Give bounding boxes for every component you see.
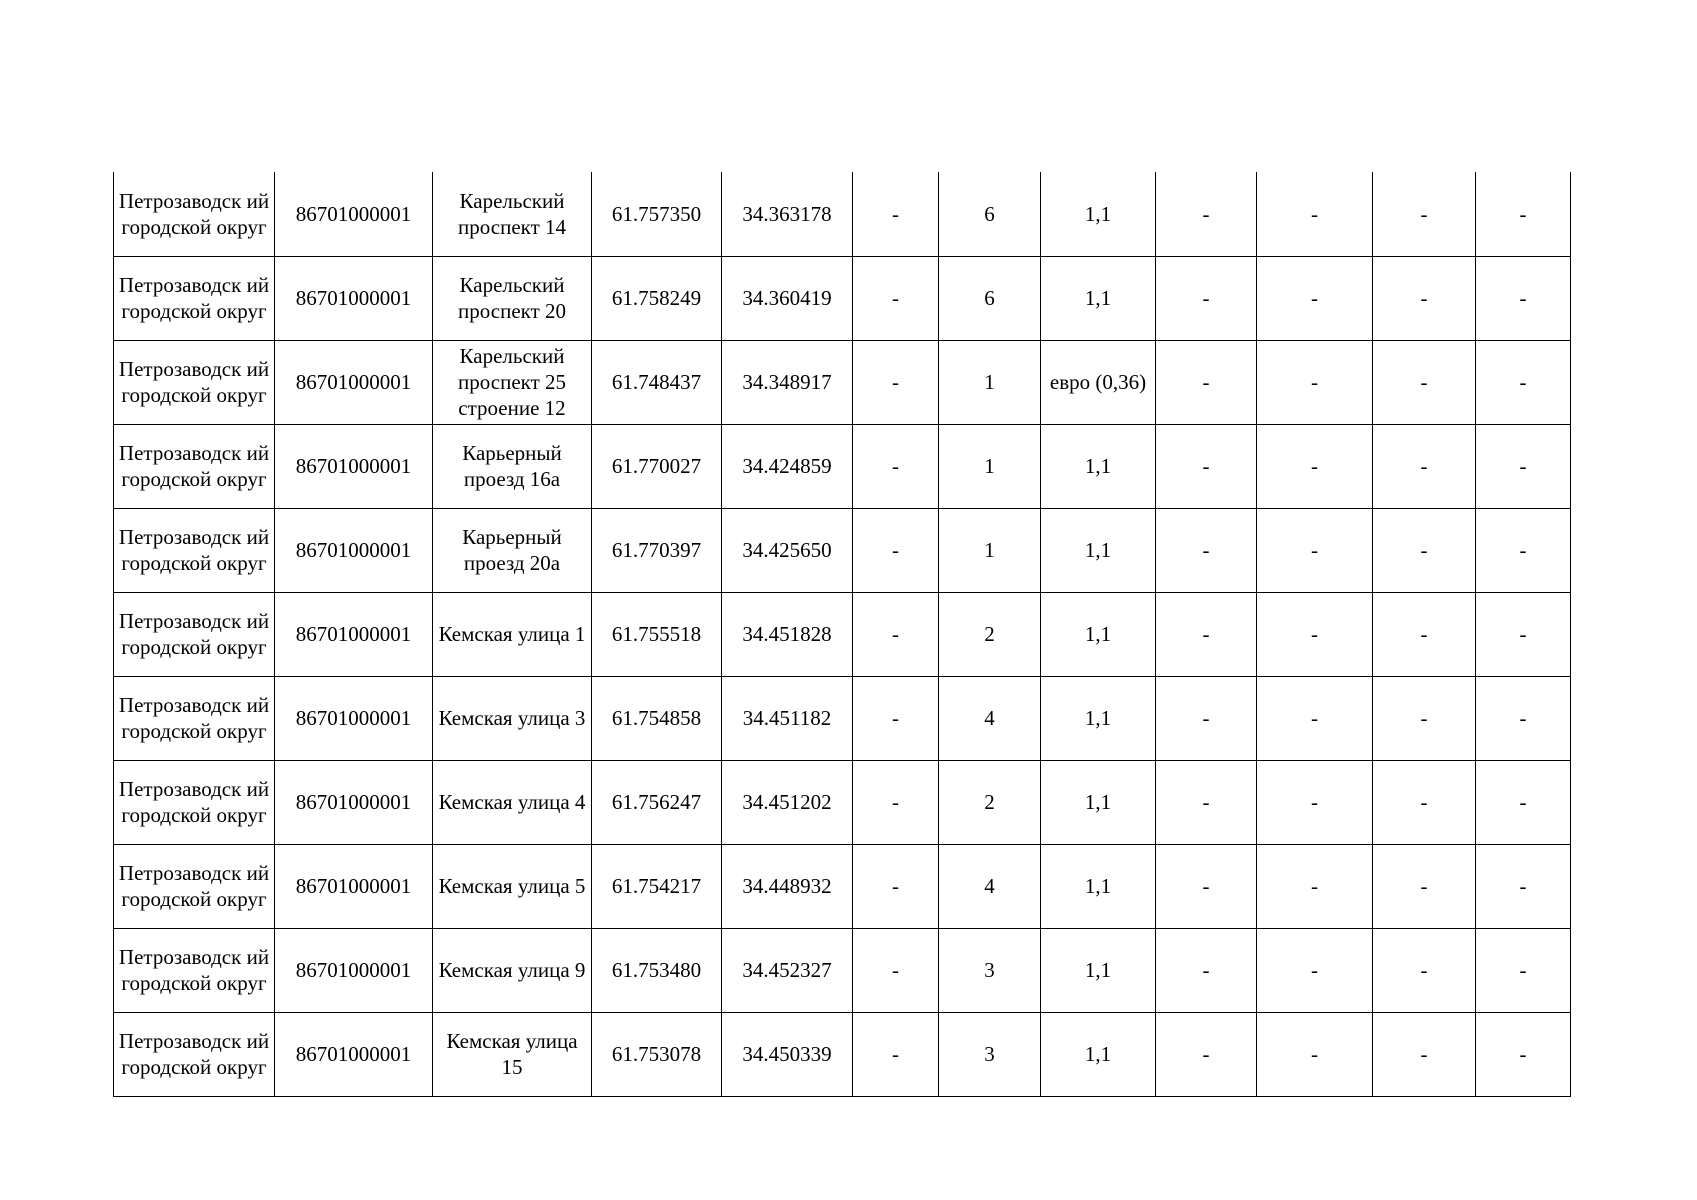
column-12-cell: - xyxy=(1476,760,1571,844)
column-11-cell: - xyxy=(1373,424,1476,508)
table-row xyxy=(114,676,1571,760)
column-7-cell: 3 xyxy=(939,928,1041,1012)
address-cell: Кемская улица 9 xyxy=(433,928,592,1012)
column-10-cell: - xyxy=(1257,928,1373,1012)
column-10-cell: - xyxy=(1257,760,1373,844)
oktmo-cell: 86701000001 xyxy=(275,844,433,928)
column-12-cell: - xyxy=(1476,256,1571,340)
municipality-cell: Петрозаводск ий городской округ xyxy=(114,424,275,508)
latitude-cell: 61.758249 xyxy=(592,256,722,340)
latitude-cell: 61.753078 xyxy=(592,1012,722,1096)
address-cell: Кемская улица 5 xyxy=(433,844,592,928)
column-11-cell: - xyxy=(1373,1012,1476,1096)
column-9-cell: - xyxy=(1156,676,1257,760)
column-7-cell: 6 xyxy=(939,256,1041,340)
column-12-cell: - xyxy=(1476,424,1571,508)
column-6-cell: - xyxy=(853,928,939,1012)
column-7-cell: 6 xyxy=(939,172,1041,256)
column-7-cell: 4 xyxy=(939,676,1041,760)
oktmo-cell: 86701000001 xyxy=(275,676,433,760)
oktmo-cell: 86701000001 xyxy=(275,760,433,844)
longitude-cell: 34.448932 xyxy=(722,844,853,928)
column-6-cell: - xyxy=(853,256,939,340)
address-cell: Карьерный проезд 16а xyxy=(433,424,592,508)
column-11-cell: - xyxy=(1373,844,1476,928)
municipality-cell: Петрозаводск ий городской округ xyxy=(114,1012,275,1096)
column-7-cell: 1 xyxy=(939,424,1041,508)
longitude-cell: 34.451202 xyxy=(722,760,853,844)
column-12-cell: - xyxy=(1476,340,1571,424)
column-7-cell: 1 xyxy=(939,340,1041,424)
latitude-cell: 61.770397 xyxy=(592,508,722,592)
column-12-cell: - xyxy=(1476,508,1571,592)
latitude-cell: 61.770027 xyxy=(592,424,722,508)
longitude-cell: 34.424859 xyxy=(722,424,853,508)
column-6-cell: - xyxy=(853,760,939,844)
column-8-cell: 1,1 xyxy=(1041,424,1156,508)
column-10-cell: - xyxy=(1257,424,1373,508)
table-row xyxy=(114,340,1571,424)
table-row xyxy=(114,508,1571,592)
column-9-cell: - xyxy=(1156,760,1257,844)
municipality-cell: Петрозаводск ий городской округ xyxy=(114,340,275,424)
column-10-cell: - xyxy=(1257,508,1373,592)
address-cell: Кемская улица 4 xyxy=(433,760,592,844)
column-11-cell: - xyxy=(1373,172,1476,256)
address-cell: Карельский проспект 20 xyxy=(433,256,592,340)
column-8-cell: 1,1 xyxy=(1041,760,1156,844)
municipality-cell: Петрозаводск ий городской округ xyxy=(114,676,275,760)
municipality-cell: Петрозаводск ий городской округ xyxy=(114,508,275,592)
address-cell: Кемская улица 15 xyxy=(433,1012,592,1096)
longitude-cell: 34.452327 xyxy=(722,928,853,1012)
column-7-cell: 4 xyxy=(939,844,1041,928)
column-7-cell: 2 xyxy=(939,760,1041,844)
oktmo-cell: 86701000001 xyxy=(275,340,433,424)
longitude-cell: 34.451182 xyxy=(722,676,853,760)
column-11-cell: - xyxy=(1373,592,1476,676)
column-6-cell: - xyxy=(853,340,939,424)
column-12-cell: - xyxy=(1476,1012,1571,1096)
latitude-cell: 61.755518 xyxy=(592,592,722,676)
oktmo-cell: 86701000001 xyxy=(275,172,433,256)
oktmo-cell: 86701000001 xyxy=(275,928,433,1012)
latitude-cell: 61.754858 xyxy=(592,676,722,760)
column-10-cell: - xyxy=(1257,256,1373,340)
column-11-cell: - xyxy=(1373,760,1476,844)
column-10-cell: - xyxy=(1257,844,1373,928)
address-cell: Кемская улица 3 xyxy=(433,676,592,760)
column-6-cell: - xyxy=(853,172,939,256)
column-9-cell: - xyxy=(1156,256,1257,340)
column-6-cell: - xyxy=(853,844,939,928)
column-12-cell: - xyxy=(1476,592,1571,676)
column-8-cell: 1,1 xyxy=(1041,172,1156,256)
longitude-cell: 34.450339 xyxy=(722,1012,853,1096)
address-cell: Кемская улица 1 xyxy=(433,592,592,676)
latitude-cell: 61.753480 xyxy=(592,928,722,1012)
longitude-cell: 34.348917 xyxy=(722,340,853,424)
address-cell: Карьерный проезд 20а xyxy=(433,508,592,592)
column-12-cell: - xyxy=(1476,676,1571,760)
address-cell: Карельский проспект 25 строение 12 xyxy=(433,340,592,424)
column-8-cell: 1,1 xyxy=(1041,256,1156,340)
longitude-cell: 34.425650 xyxy=(722,508,853,592)
address-cell: Карельский проспект 14 xyxy=(433,172,592,256)
oktmo-cell: 86701000001 xyxy=(275,508,433,592)
column-6-cell: - xyxy=(853,1012,939,1096)
column-8-cell: 1,1 xyxy=(1041,676,1156,760)
table-row xyxy=(114,172,1571,256)
municipality-cell: Петрозаводск ий городской округ xyxy=(114,172,275,256)
table-row xyxy=(114,424,1571,508)
column-9-cell: - xyxy=(1156,928,1257,1012)
table-row xyxy=(114,256,1571,340)
column-7-cell: 1 xyxy=(939,508,1041,592)
column-6-cell: - xyxy=(853,676,939,760)
longitude-cell: 34.451828 xyxy=(722,592,853,676)
table-row xyxy=(114,1012,1571,1096)
oktmo-cell: 86701000001 xyxy=(275,256,433,340)
table-row xyxy=(114,928,1571,1012)
column-6-cell: - xyxy=(853,424,939,508)
column-11-cell: - xyxy=(1373,508,1476,592)
column-10-cell: - xyxy=(1257,592,1373,676)
table-row xyxy=(114,760,1571,844)
municipality-cell: Петрозаводск ий городской округ xyxy=(114,592,275,676)
data-table xyxy=(113,172,1571,1097)
column-9-cell: - xyxy=(1156,1012,1257,1096)
column-8-cell: 1,1 xyxy=(1041,928,1156,1012)
column-7-cell: 3 xyxy=(939,1012,1041,1096)
column-9-cell: - xyxy=(1156,340,1257,424)
latitude-cell: 61.748437 xyxy=(592,340,722,424)
longitude-cell: 34.360419 xyxy=(722,256,853,340)
column-9-cell: - xyxy=(1156,844,1257,928)
latitude-cell: 61.754217 xyxy=(592,844,722,928)
column-9-cell: - xyxy=(1156,508,1257,592)
column-9-cell: - xyxy=(1156,172,1257,256)
column-12-cell: - xyxy=(1476,844,1571,928)
municipality-cell: Петрозаводск ий городской округ xyxy=(114,256,275,340)
column-9-cell: - xyxy=(1156,424,1257,508)
column-8-cell: 1,1 xyxy=(1041,844,1156,928)
column-8-cell: евро (0,36) xyxy=(1041,340,1156,424)
latitude-cell: 61.756247 xyxy=(592,760,722,844)
column-9-cell: - xyxy=(1156,592,1257,676)
column-11-cell: - xyxy=(1373,928,1476,1012)
column-6-cell: - xyxy=(853,592,939,676)
column-8-cell: 1,1 xyxy=(1041,592,1156,676)
oktmo-cell: 86701000001 xyxy=(275,1012,433,1096)
column-6-cell: - xyxy=(853,508,939,592)
municipality-cell: Петрозаводск ий городской округ xyxy=(114,844,275,928)
column-8-cell: 1,1 xyxy=(1041,1012,1156,1096)
table-row xyxy=(114,592,1571,676)
column-10-cell: - xyxy=(1257,172,1373,256)
column-11-cell: - xyxy=(1373,676,1476,760)
column-7-cell: 2 xyxy=(939,592,1041,676)
municipality-cell: Петрозаводск ий городской округ xyxy=(114,928,275,1012)
municipality-cell: Петрозаводск ий городской округ xyxy=(114,760,275,844)
longitude-cell: 34.363178 xyxy=(722,172,853,256)
column-10-cell: - xyxy=(1257,1012,1373,1096)
table-row xyxy=(114,844,1571,928)
column-10-cell: - xyxy=(1257,340,1373,424)
table-body xyxy=(114,172,1571,1096)
oktmo-cell: 86701000001 xyxy=(275,424,433,508)
column-12-cell: - xyxy=(1476,928,1571,1012)
latitude-cell: 61.757350 xyxy=(592,172,722,256)
column-10-cell: - xyxy=(1257,676,1373,760)
column-11-cell: - xyxy=(1373,340,1476,424)
column-11-cell: - xyxy=(1373,256,1476,340)
oktmo-cell: 86701000001 xyxy=(275,592,433,676)
column-8-cell: 1,1 xyxy=(1041,508,1156,592)
column-12-cell: - xyxy=(1476,172,1571,256)
